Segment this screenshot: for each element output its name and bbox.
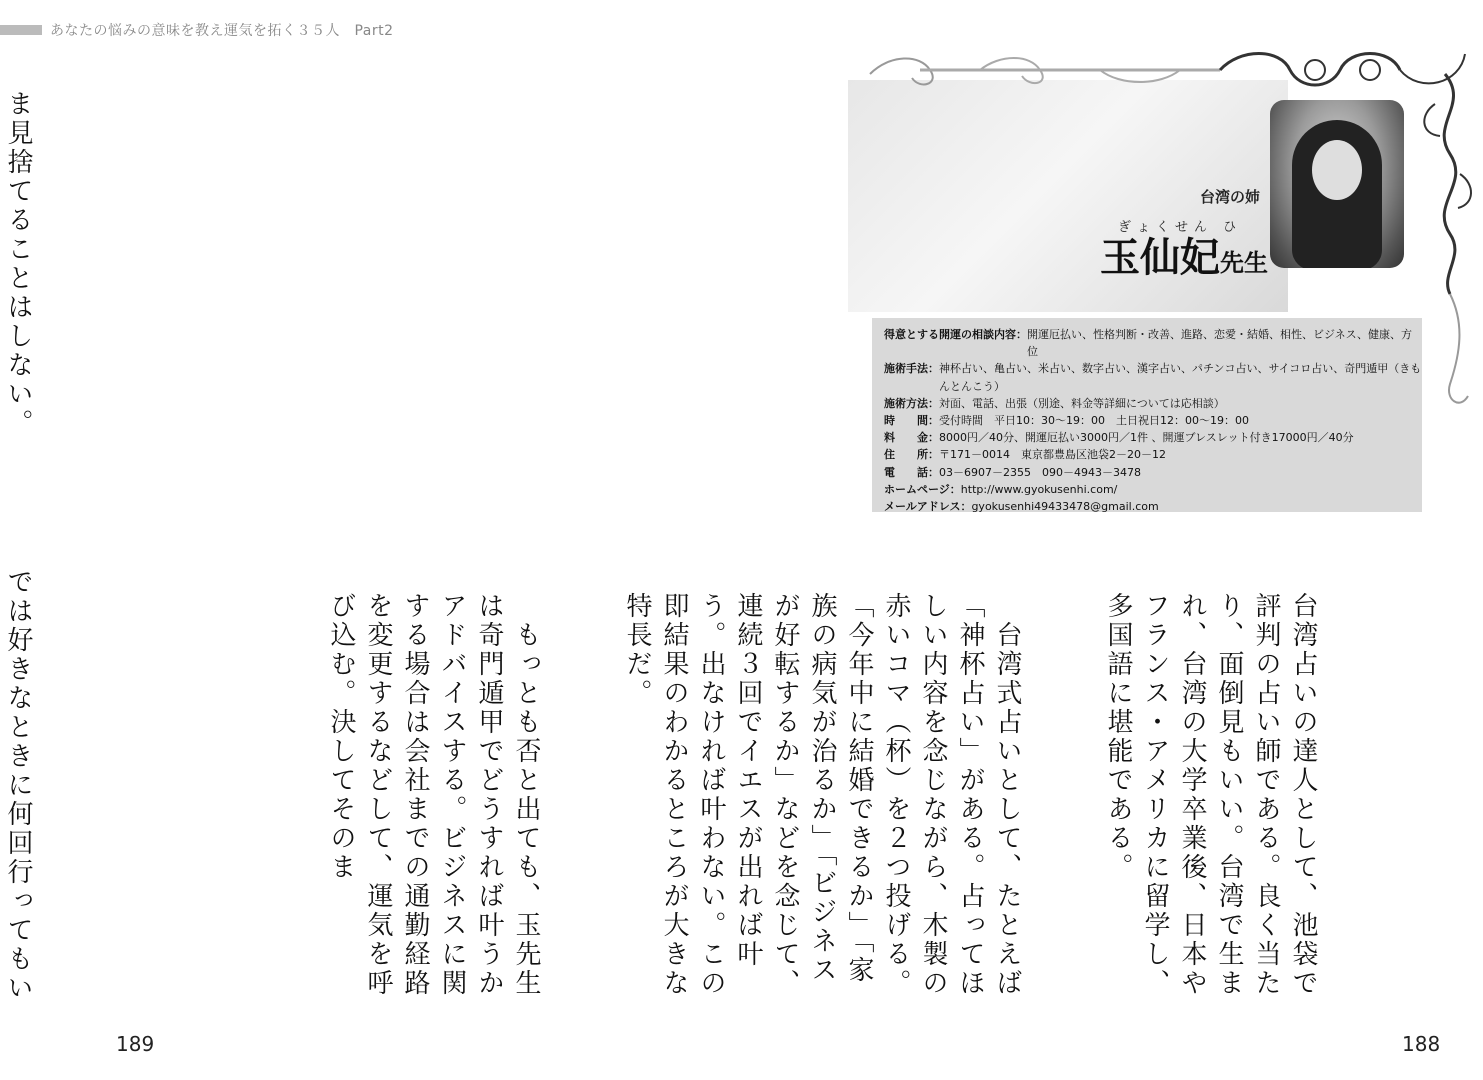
running-header [0,18,720,42]
paragraph: ま見捨てることはしない。 [3,90,33,438]
homepage-link[interactable]: http://www.gyokusenhi.com/ [960,482,1118,496]
info-value: 受付時間 平日10：30～19：00 土日祝日12：00～19：00 [939,414,1249,428]
info-row-email [884,498,1422,515]
header-bar [0,25,42,35]
name-ruby: ぎょくせん ひ [1118,220,1243,235]
info-label: ホームページ： [884,482,961,496]
email-link[interactable]: gyokusenhi49433478@gmail.com [971,500,1159,514]
info-label: 得意とする開運の相談内容： [884,328,1027,341]
name-suffix: 先生 [1220,249,1268,277]
info-box [872,318,1422,512]
info-label: 時 間： [884,414,939,428]
info-row-hours [884,412,1422,429]
info-label: メールアドレス： [884,500,972,514]
info-label: 施術方法： [884,396,939,410]
paragraph: では好きなときに何回行ってもい [3,568,33,1003]
info-row-price [884,429,1422,446]
info-value: 開運厄払い、性格判断・改善、進路、恋愛・結婚、相性、ビジネス、健康、方位 [1027,328,1412,359]
info-value: 〒171－0014 東京都豊島区池袋2－20－12 [939,448,1166,462]
right-bottom-column [285,592,1395,1012]
info-value: 対面、電話、出張（別途、料金等詳細については応相談） [939,396,1225,410]
name-main: 玉仙妃 [1100,234,1220,281]
paragraph: もっとも否と出ても、玉先生は奇門遁甲でどうすれば叶うかアドバイスする。ビジネスに関する場合は会社までの通勤経路を変更するなどして、運気を呼び込む。決してそのま [326,592,541,998]
info-label: 施術手法： [884,362,939,376]
info-row-address [884,446,1422,463]
info-value: 03－6907－2355 090－4943－3478 [939,465,1141,479]
profile-name [1100,226,1268,283]
paragraph: 台湾式占いとして、たとえば「神杯占い」がある。占ってほしい内容を念じながら、木製の赤いコマ（杯）を２つ投げる。「今年中に結婚できるか」「家族の病気が治るか」「ビジネスが好転するか」などを念じて、連続３回でイエスが出れば叶う。出なければ叶わない。この即結果のわかるところが大きな特長だ。 [622,592,1022,998]
portrait-photo [1270,100,1404,268]
info-label: 料 金： [884,431,939,445]
info-row-phone [884,464,1422,481]
profile-subtitle: 台湾の姉 [1200,188,1261,206]
info-value: 8000円／40分、開運厄払い3000円／1件 、開運ブレスレット付き17000円／40分 [939,431,1354,445]
info-row-consult [884,326,1422,360]
page-number-right: 188 [1402,1032,1441,1056]
info-value: 神杯占い、亀占い、米占い、数字占い、漢字占い、パチンコ占い、サイコロ占い、奇門遁甲（きもんとんこう） [939,362,1422,393]
portrait-face [1312,140,1362,200]
info-row-methods [884,360,1422,394]
paragraph: 台湾占いの達人として、池袋で評判の占い師である。良く当たり、面倒見もいい。台湾で生まれ、台湾の大学卒業後、日本やフランス・アメリカに留学し、多国語に堪能である。 [1103,592,1318,998]
left-top-column [0,90,110,530]
info-row-homepage [884,481,1422,498]
info-label: 住 所： [884,448,939,462]
info-label: 電 話： [884,465,939,479]
info-row-format [884,395,1422,412]
header-title: あなたの悩みの意味を教え運気を拓く３５人 Part2 [50,23,394,39]
page-number-left: 189 [116,1032,155,1056]
left-bottom-column [0,568,110,1008]
